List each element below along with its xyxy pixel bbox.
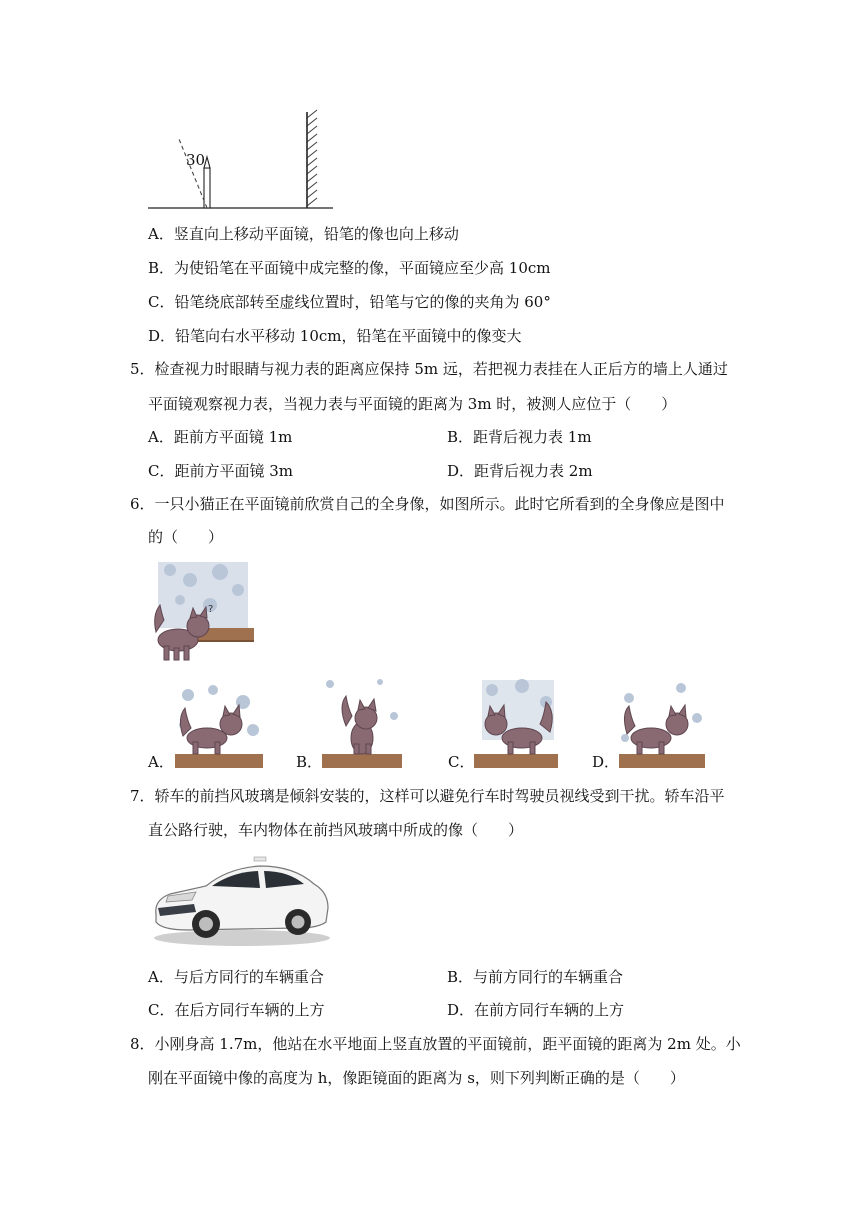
q7-option-a: A．与后方同行的车辆重合 — [148, 968, 324, 986]
q6-stem-line2: 的（ ） — [148, 528, 224, 546]
q5-option-d: D．距背后视力表 2m — [447, 462, 593, 480]
q6-option-c-label: C． — [448, 753, 475, 771]
q7-stem-line2: 直公路行驶，车内物体在前挡风玻璃中所成的像（ ） — [148, 821, 524, 839]
q5-option-a: A．距前方平面镜 1m — [148, 428, 293, 446]
q4-option-a: A．竖直向上移动平面镜，铅笔的像也向上移动 — [148, 225, 459, 243]
cat-mirror-scene — [150, 560, 254, 662]
pencil-mirror-figure — [145, 108, 345, 213]
q6-option-b-label: B． — [296, 753, 323, 771]
svg-text:?: ? — [208, 604, 214, 615]
car-image — [148, 852, 334, 948]
q7-option-c: C．在后方同行车辆的上方 — [148, 1001, 325, 1019]
q8-stem-line2: 刚在平面镜中像的高度为 h，像距镜面的距离为 s，则下列判断正确的是（ ） — [148, 1069, 685, 1087]
q4-option-d: D．铅笔向右水平移动 10cm，铅笔在平面镜中的像变大 — [148, 327, 522, 345]
q6-option-b-image — [320, 676, 404, 768]
q4-option-c: C．铅笔绕底部转至虚线位置时，铅笔与它的像的夹角为 60° — [148, 293, 551, 311]
q5-option-c: C．距前方平面镜 3m — [148, 462, 294, 480]
q5-option-b: B．距背后视力表 1m — [447, 428, 592, 446]
q6-option-a-label: A． — [148, 753, 174, 771]
q6-option-d-image — [617, 678, 705, 768]
q6-option-d-label: D． — [592, 753, 620, 771]
q6-option-a-image — [173, 680, 263, 768]
q7-option-b: B．与前方同行的车辆重合 — [447, 968, 624, 986]
q6-stem-line1: 6．一只小猫正在平面镜前欣赏自己的全身像，如图所示。此时它所看到的全身像应是图中 — [130, 495, 725, 513]
q5-stem-line1: 5．检查视力时眼睛与视力表的距离应保持 5m 远，若把视力表挂在人正后方的墙上人通过 — [130, 360, 728, 378]
q6-option-c-image — [472, 676, 558, 768]
q4-option-b: B．为使铅笔在平面镜中成完整的像，平面镜应至少高 10cm — [148, 259, 551, 277]
q8-stem-line1: 8．小刚身高 1.7m，他站在水平地面上竖直放置的平面镜前，距平面镜的距离为 2m 处。小 — [130, 1035, 741, 1053]
q5-stem-line2: 平面镜观察视力表，当视力表与平面镜的距离为 3m 时，被测人应位于（ ） — [148, 395, 677, 413]
angle-label: 30 — [186, 151, 206, 169]
q7-stem-line1: 7．轿车的前挡风玻璃是倾斜安装的，这样可以避免行车时驾驶员视线受到干扰。轿车沿平 — [130, 787, 725, 805]
q7-option-d: D．在前方同行车辆的上方 — [447, 1001, 625, 1019]
